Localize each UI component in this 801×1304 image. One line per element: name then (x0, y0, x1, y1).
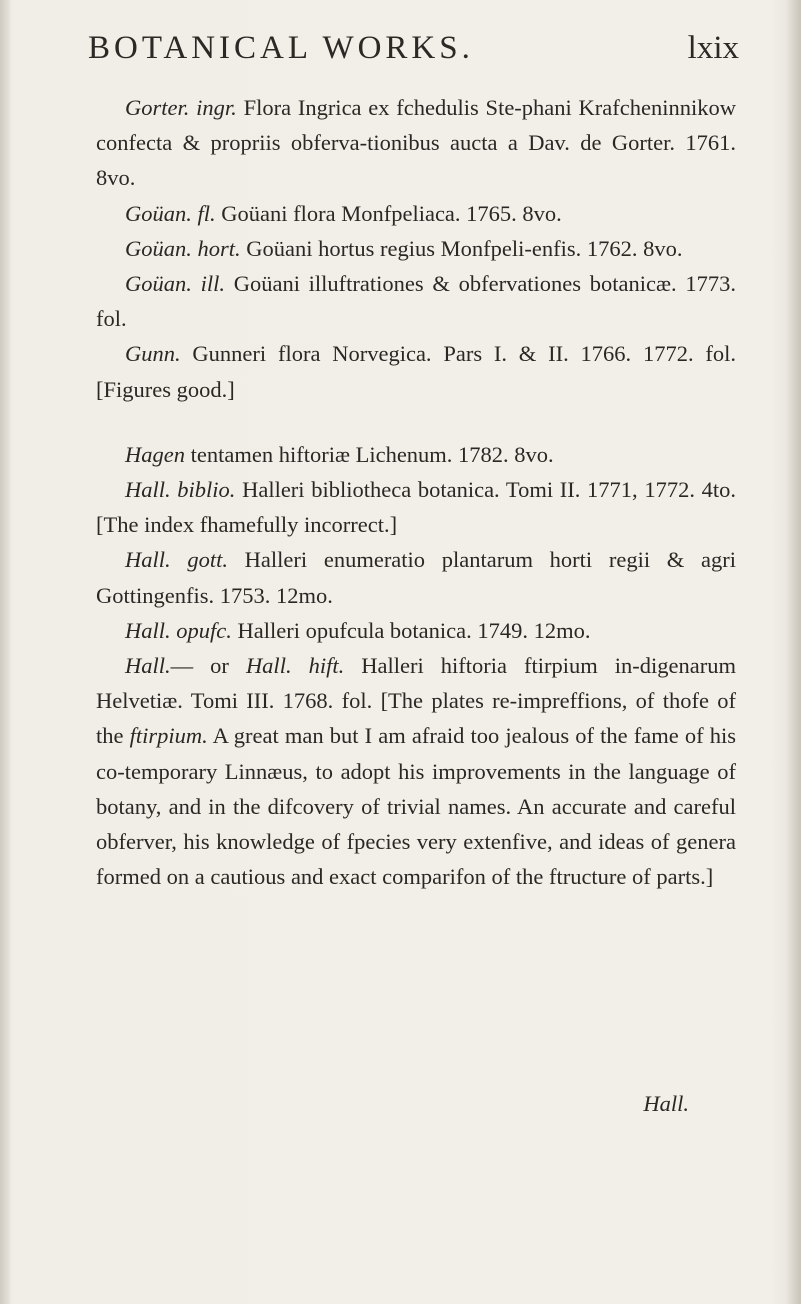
entry-abbreviation: Gorter. ingr. (125, 95, 237, 120)
entry-abbreviation: Hall. gott. (125, 547, 228, 573)
bibliography-entry (96, 90, 736, 196)
entry-text: Gunneri flora Norvegica. Pars I. & II. 1766. 1772. fol. [Figures good.] (96, 341, 736, 402)
entry-abbreviation: Goüan. hort. (125, 235, 241, 261)
bibliography-list (96, 90, 736, 894)
catchword: Hall. (643, 1091, 689, 1116)
entry-text: Halleri hiftoria ftirpium in-digenarum Helvetiæ. Tomi III. 1768. fol. [The plates re-impreffions, of thofe of the (96, 653, 736, 749)
entry-abbreviation: Hall. biblio. (125, 477, 236, 503)
page-edge-shadow (787, 0, 801, 1304)
bibliography-entry (96, 266, 736, 336)
entry-text: Halleri bibliotheca botanica. Tomi II. 1771, 1772. 4to. [The index fhamefully incorrect.] (96, 477, 736, 538)
bibliography-entry-haller-historia (96, 648, 736, 894)
running-head: BOTANICAL WORKS. (88, 30, 474, 66)
entry-text: Goüani flora Monfpeliaca. 1765. 8vo. (215, 200, 562, 226)
bibliography-entry (96, 472, 736, 542)
entry-connector: — or (170, 653, 246, 679)
bibliography-entry (96, 437, 736, 472)
entry-abbreviation: Hall. (125, 653, 171, 679)
entry-text: tentamen hiftoriæ Lichenum. 1782. 8vo. (185, 441, 554, 467)
bibliography-entry (96, 196, 736, 231)
entry-abbreviation: Goüan. ill. (125, 271, 225, 297)
entry-text: Goüani illuftrationes & obfervationes botanicæ. 1773. fol. (96, 271, 736, 332)
bibliography-entry (96, 542, 736, 612)
entry-text: Flora Ingrica ex fchedulis Ste-phani Krafcheninnikow confecta & propriis obferva-tionibus aucta a Dav. de Gorter. 1761. 8vo. (96, 95, 736, 191)
bibliography-entry (96, 336, 736, 406)
entry-italic-word: ftirpium. (129, 723, 208, 749)
bibliography-entry (96, 231, 736, 266)
entry-text: Goüani hortus regius Monfpeli-enfis. 1762. 8vo. (240, 235, 683, 261)
entry-text: Halleri opufcula botanica. 1749. 12mo. (231, 617, 591, 643)
entry-text: Halleri enumeratio plantarum horti regii & agri Gottingenfis. 1753. 12mo. (96, 547, 736, 608)
entry-abbreviation: Hall. opufc. (125, 617, 232, 643)
entry-abbreviation-alt: Hall. hift. (245, 653, 345, 679)
page-number: lxix (687, 30, 739, 66)
entry-abbreviation: Gunn. (125, 341, 181, 367)
entry-commentary: A great man but I am afraid too jealous of the fame of his co-temporary Linnæus, to adopt his improvements in the language of botany, and in the difcovery of trivial names. An accurate and careful obferver, his knowledge of fpecies very extenfive, and ideas of genera formed on a cautious and exact comparifon of the ftructure of parts.] (96, 723, 736, 890)
page-gutter-shadow (0, 0, 10, 1304)
entry-abbreviation: Hagen (125, 441, 185, 467)
entry-abbreviation: Goüan. fl. (125, 200, 216, 226)
bibliography-entry (96, 613, 736, 648)
